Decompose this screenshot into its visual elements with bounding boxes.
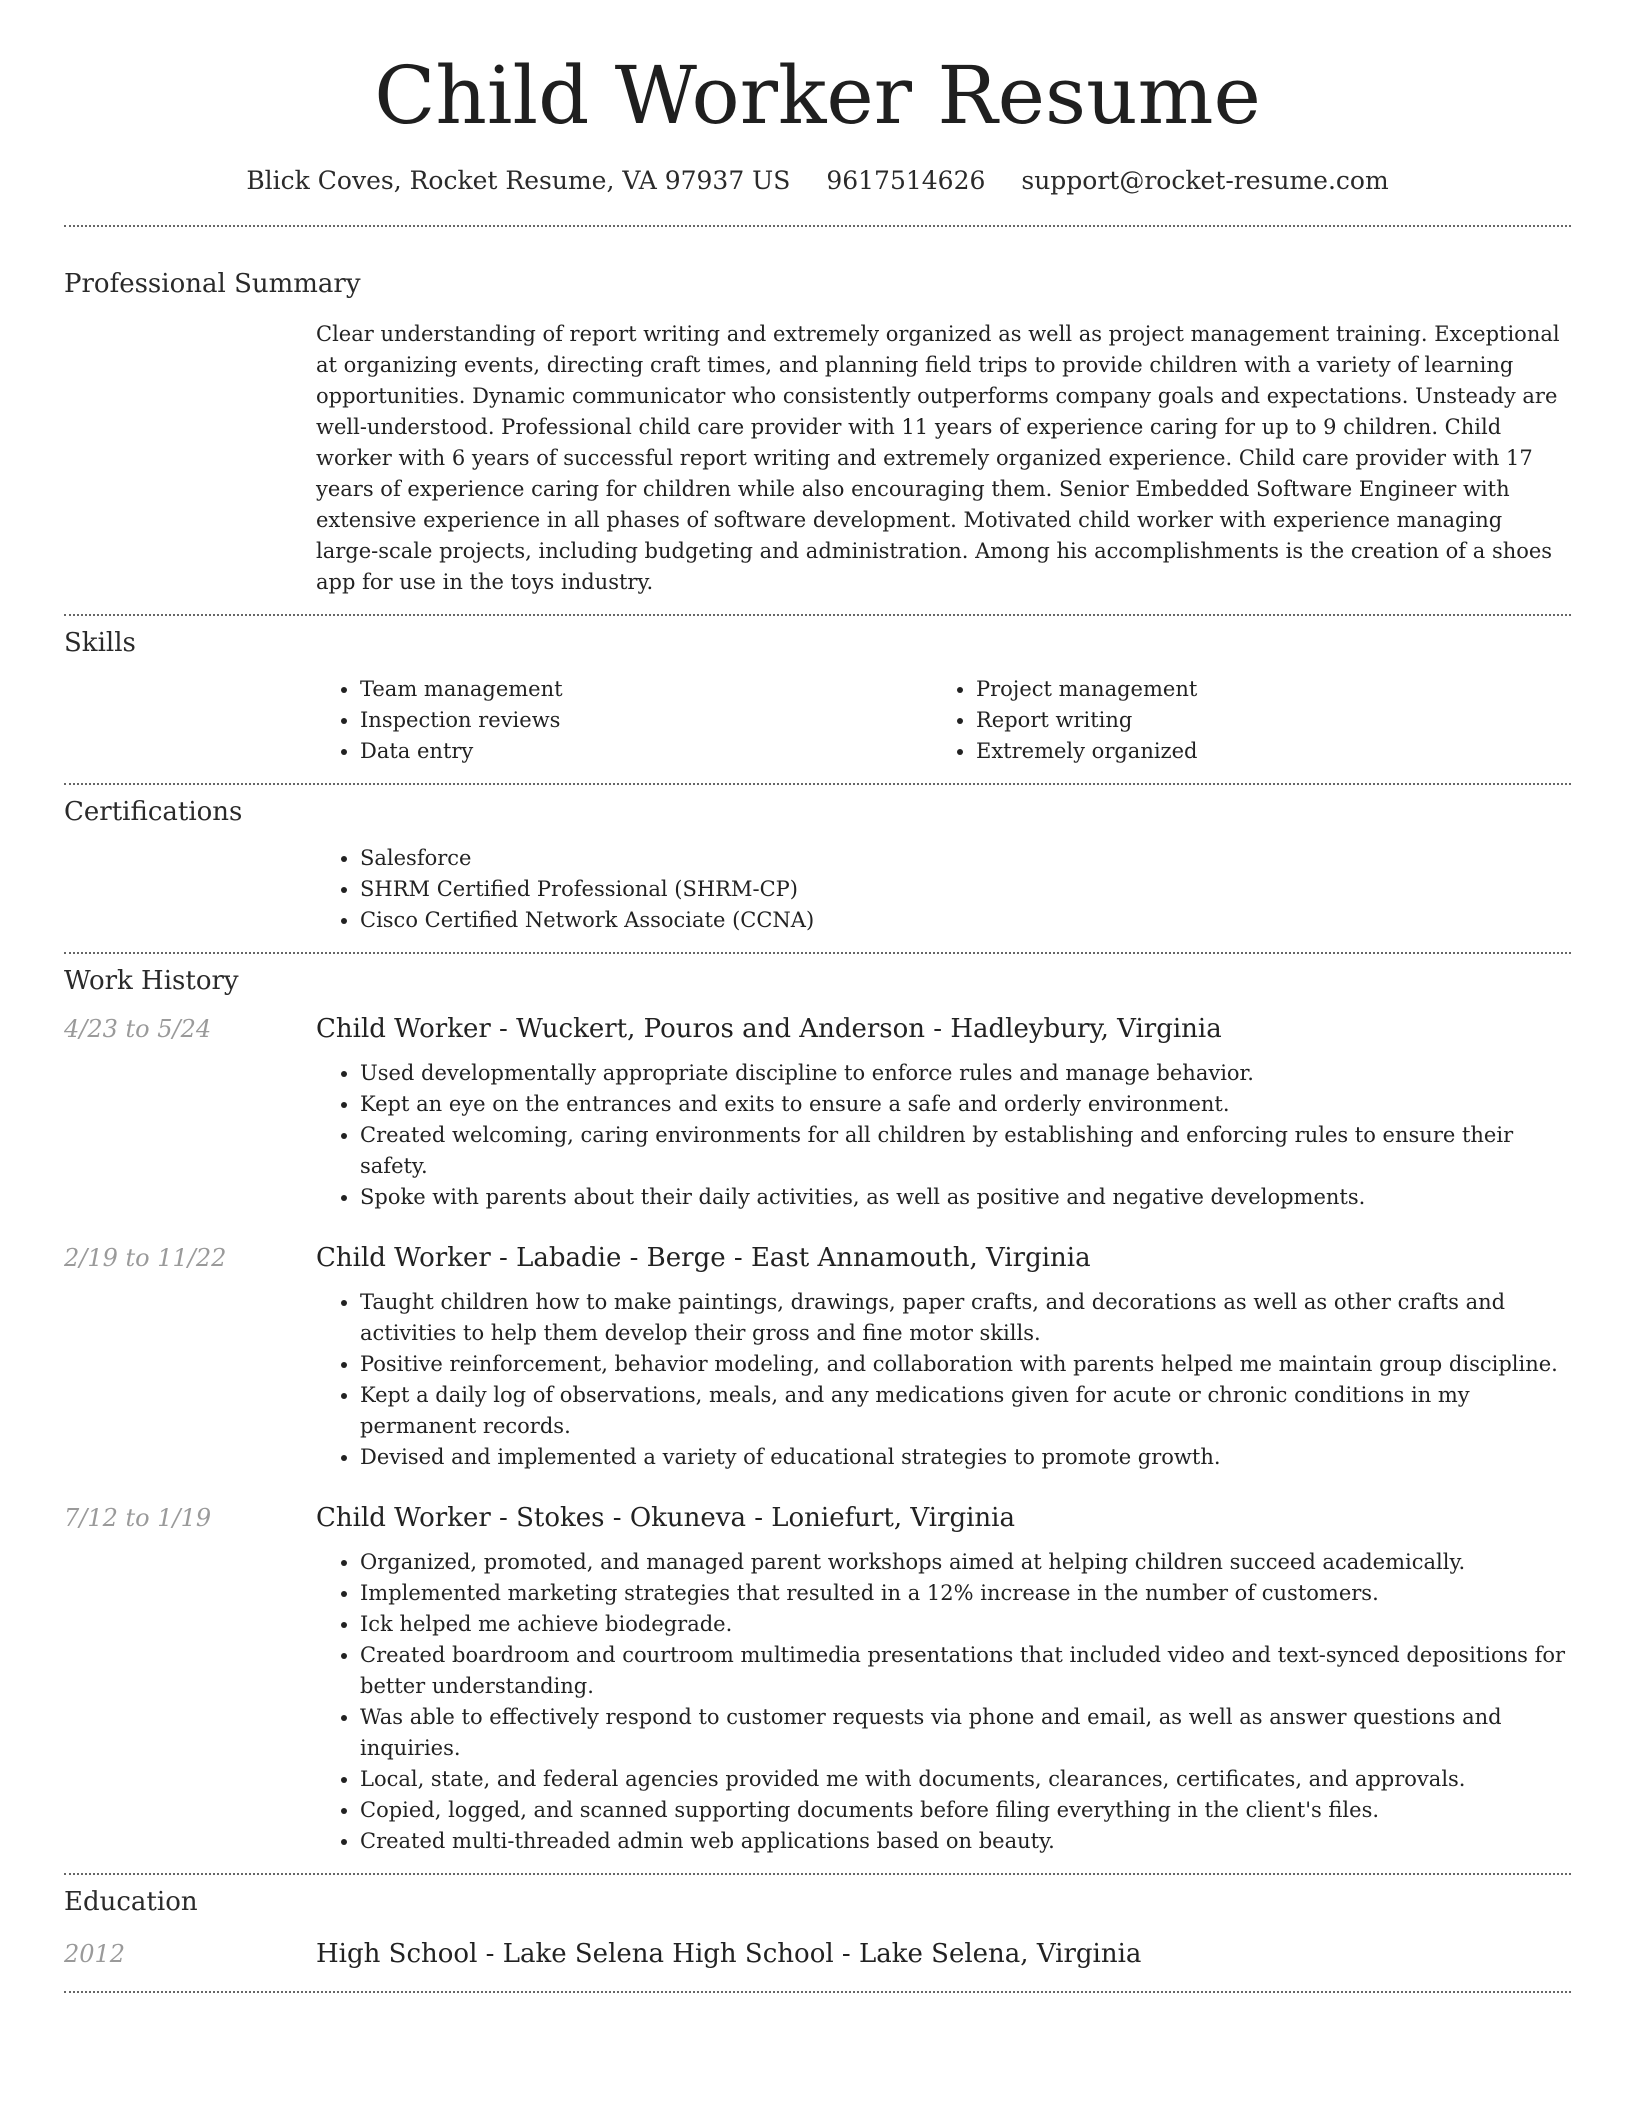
summary-text: Clear understanding of report writing and extremely organized as well as project management training. Exceptional at organizing events, directing craft times, and planning field trips to provide children with a variety of learning opportunities. Dynamic communicator who consistently outperforms company goals and expectations. Unsteady are well-understood. Professional child care provider with 11 years of experience caring for up to 9 children. Child worker with 6 years of successful report writing and extremely organized experience. Child care provider with 17 years of experience caring for children while also encouraging them. Senior Embedded Software Engineer with extensive experience in all phases of software development. Motivated child worker with experience managing large-scale projects, including budgeting and administration. Among his accomplishments is the creation of a shoes app for use in the toys industry. xyxy=(316,322,1560,594)
job-header xyxy=(64,1503,1571,1533)
job-bullet: • Organized, promoted, and managed parent workshops aimed at helping children succeed academically. xyxy=(360,1547,1571,1578)
job-bullet: • Local, state, and federal agencies provided me with documents, clearances, certificates, and approvals. xyxy=(360,1764,1571,1795)
job-dates: 7/12 to 1/19 xyxy=(64,1504,212,1532)
skill-item: • Report writing xyxy=(976,705,1571,736)
contact-email: support@rocket-resume.com xyxy=(1021,166,1389,195)
job-bullet: • Created welcoming, caring environments for all children by establishing and enforcing rules to ensure their safety. xyxy=(360,1120,1571,1182)
job-bullet: • Devised and implemented a variety of educational strategies to promote growth. xyxy=(360,1442,1571,1473)
job-bullet: • Used developmentally appropriate discipline to enforce rules and manage behavior. xyxy=(360,1058,1571,1089)
certifications-list xyxy=(316,843,1571,936)
education-entry xyxy=(64,1939,1571,1969)
job-bullet: • Taught children how to make paintings, drawings, paper crafts, and decorations as well as other crafts and activities to help them develop their gross and fine motor skills. xyxy=(360,1287,1571,1349)
job-bullet: • Ick helped me achieve biodegrade. xyxy=(360,1609,1571,1640)
divider xyxy=(64,1873,1571,1875)
education-dates: 2012 xyxy=(64,1940,126,1968)
job-dates: 4/23 to 5/24 xyxy=(64,1015,212,1043)
section-heading-work: Work History xyxy=(64,966,239,996)
skill-item: • Team management xyxy=(360,674,932,705)
job-title: Child Worker - Labadie - Berge - East Annamouth, Virginia xyxy=(316,1243,1091,1273)
resume-title: Child Worker Resume xyxy=(374,49,1261,142)
skills-column-right xyxy=(932,674,1571,767)
contact-phone: 9617514626 xyxy=(826,166,986,195)
job-bullets xyxy=(316,1547,1571,1857)
job-bullet: • Created boardroom and courtroom multimedia presentations that included video and text-synced depositions for better understanding. xyxy=(360,1640,1571,1702)
divider xyxy=(64,614,1571,616)
certifications-body xyxy=(316,843,1571,936)
resume-page xyxy=(64,0,1571,1993)
skill-item: • Extremely organized xyxy=(976,736,1571,767)
skill-item: • Inspection reviews xyxy=(360,705,932,736)
skill-item: • Project management xyxy=(976,674,1571,705)
job-title: Child Worker - Stokes - Okuneva - Loniefurt, Virginia xyxy=(316,1503,1015,1533)
section-heading-summary: Professional Summary xyxy=(64,269,361,299)
job-bullets xyxy=(316,1058,1571,1213)
skill-item: • Data entry xyxy=(360,736,932,767)
job-bullet: • Was able to effectively respond to customer requests via phone and email, as well as answer questions and inquiries. xyxy=(360,1702,1571,1764)
certification-item: • SHRM Certified Professional (SHRM-CP) xyxy=(360,874,1571,905)
certification-item: • Salesforce xyxy=(360,843,1571,874)
job-title: Child Worker - Wuckert, Pouros and Anderson - Hadleybury, Virginia xyxy=(316,1014,1222,1044)
job-dates: 2/19 to 11/22 xyxy=(64,1244,227,1272)
job-bullet: • Implemented marketing strategies that resulted in a 12% increase in the number of customers. xyxy=(360,1578,1571,1609)
job-header xyxy=(64,1014,1571,1044)
divider xyxy=(64,1991,1571,1993)
certification-item: • Cisco Certified Network Associate (CCNA) xyxy=(360,905,1571,936)
job-entry xyxy=(64,1014,1571,1213)
education-header xyxy=(64,1939,1571,1969)
section-heading-certifications: Certifications xyxy=(64,797,243,827)
job-header xyxy=(64,1243,1571,1273)
section-heading-education: Education xyxy=(64,1887,198,1917)
divider xyxy=(64,225,1571,227)
contact-info xyxy=(64,166,1571,195)
summary-body xyxy=(316,319,1571,598)
job-bullet: • Spoke with parents about their daily activities, as well as positive and negative developments. xyxy=(360,1182,1571,1213)
divider xyxy=(64,952,1571,954)
job-bullet: • Positive reinforcement, behavior modeling, and collaboration with parents helped me maintain group discipline. xyxy=(360,1349,1571,1380)
job-bullet: • Kept an eye on the entrances and exits to ensure a safe and orderly environment. xyxy=(360,1089,1571,1120)
divider xyxy=(64,783,1571,785)
job-bullets xyxy=(316,1287,1571,1473)
job-entry xyxy=(64,1243,1571,1473)
skills-column-left xyxy=(316,674,932,767)
job-bullet: • Created multi-threaded admin web applications based on beauty. xyxy=(360,1826,1571,1857)
skills-list xyxy=(316,674,1571,767)
contact-address: Blick Coves, Rocket Resume, VA 97937 US xyxy=(246,166,791,195)
job-bullet: • Copied, logged, and scanned supporting documents before filing everything in the client's files. xyxy=(360,1795,1571,1826)
section-heading-skills: Skills xyxy=(64,628,136,658)
job-bullet: • Kept a daily log of observations, meals, and any medications given for acute or chronic conditions in my permanent records. xyxy=(360,1380,1571,1442)
education-title: High School - Lake Selena High School - Lake Selena, Virginia xyxy=(316,1939,1142,1969)
job-entry xyxy=(64,1503,1571,1857)
